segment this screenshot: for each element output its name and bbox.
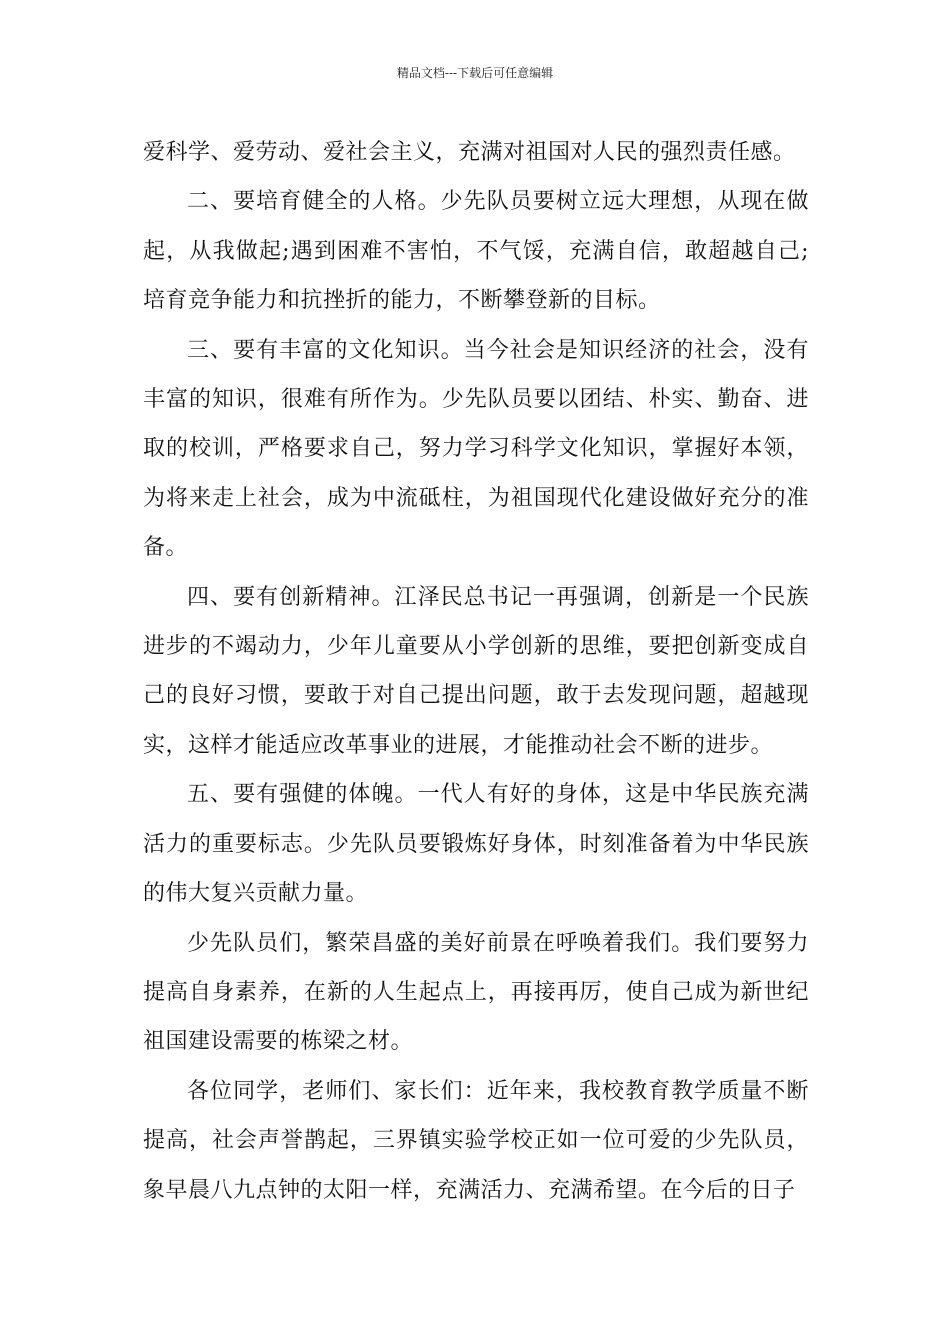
paragraph-point-five: 五、要有强健的体魄。一代人有好的身体，这是中华民族充满活力的重要标志。少先队员要锻炼好身体，时刻准备着为中华民族的伟大复兴贡献力量。	[143, 782, 809, 907]
paragraph-call-to-action: 少先队员们，繁荣昌盛的美好前景在呼唤着我们。我们要努力提高自身素养，在新的人生起点上，再接再厉，使自己成为新世纪祖国建设需要的栋梁之材。	[143, 930, 809, 1055]
document-body	[143, 128, 809, 1215]
paragraph-point-four: 四、要有创新精神。江泽民总书记一再强调，创新是一个民族进步的不竭动力，少年儿童要从小学创新的思维，要把创新变成自己的良好习惯，要敢于对自己提出问题，敢于去发现问题，超越现实，这样才能适应改革事业的进展，才能推动社会不断的进步。	[143, 584, 809, 758]
page-header: 精品文档---下载后可任意编辑	[396, 66, 554, 80]
paragraph-point-three: 三、要有丰富的文化知识。当今社会是知识经济的社会，没有丰富的知识，很难有所作为。少先队员要以团结、朴实、勤奋、进取的校训，严格要求自己，努力学习科学文化知识，掌握好本领，为将来走上社会，成为中流砥柱，为祖国现代化建设做好充分的准备。	[143, 337, 809, 561]
paragraph-closing: 各位同学，老师们、家长们：近年来，我校教育教学质量不断提高，社会声誉鹊起，三界镇实验学校正如一位可爱的少先队员，象早晨八九点钟的太阳一样，充满活力、充满希望。在今后的日子	[143, 1078, 809, 1203]
paragraph-point-two: 二、要培育健全的人格。少先队员要树立远大理想，从现在做起，从我做起;遇到困难不害怕，不气馁，充满自信，敢超越自己;培育竞争能力和抗挫折的能力，不断攀登新的目标。	[143, 189, 809, 314]
paragraph-continuation: 爱科学、爱劳动、爱社会主义，充满对祖国对人民的强烈责任感。	[143, 140, 796, 165]
